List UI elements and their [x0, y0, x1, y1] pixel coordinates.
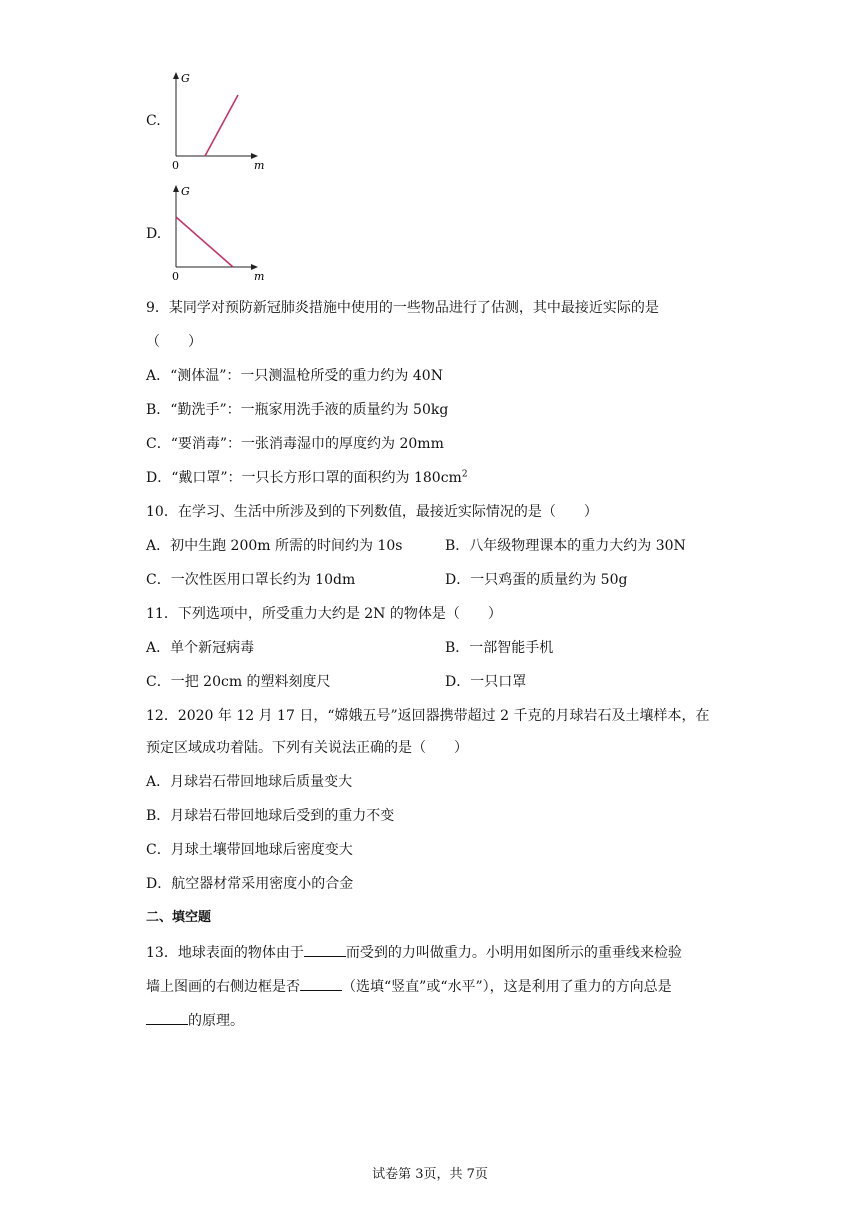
- q13-line2: [146, 976, 672, 997]
- q10-stem: 10．在学习、生活中所涉及到的下列数值，最接近实际情况的是（ ）: [146, 504, 598, 520]
- answer-blank-2[interactable]: [300, 976, 342, 991]
- series-line-c: [205, 95, 238, 156]
- q9-option-d-text: D．“戴口罩”：一只长方形口罩的面积约为 180cm: [146, 470, 462, 486]
- origin-label-c: 0: [172, 159, 179, 172]
- q10-option-b: B．八年级物理课本的重力大约为 30N: [445, 538, 686, 554]
- q9-option-c: C．“要消毒”：一张消毒湿巾的厚度约为 20mm: [146, 436, 444, 452]
- series-line-d: [176, 217, 233, 267]
- q13-line1: [146, 942, 682, 963]
- q13-text-2: 而受到的力叫做重力。小明用如图所示的重垂线来检验: [345, 945, 682, 961]
- q11-stem: 11．下列选项中，所受重力大约是 2N 的物体是（ ）: [146, 606, 502, 622]
- q9-paren: （ ）: [146, 334, 202, 350]
- q11-option-c: C．一把 20cm 的塑料刻度尺: [146, 674, 331, 690]
- answer-blank-3[interactable]: [146, 1010, 188, 1025]
- q13-text-3: 墙上图画的右侧边框是否: [146, 979, 300, 995]
- y-arrow-d: [173, 185, 179, 192]
- q13-line3: [146, 1010, 244, 1031]
- q13-text-1: 13．地球表面的物体由于: [146, 945, 304, 961]
- section-heading: 二、填空题: [146, 910, 212, 925]
- q9-option-d-sup: 2: [461, 469, 468, 480]
- page-footer: 试卷第 3页，共 7页: [372, 1167, 488, 1182]
- q13-text-4: （选填“竖直”或“水平”），这是利用了重力的方向总是: [342, 979, 672, 995]
- option-c-label: C.: [146, 113, 161, 129]
- x-axis-label-d: m: [254, 270, 265, 283]
- y-arrow-c: [173, 72, 179, 79]
- y-axis-label-d: G: [181, 185, 190, 198]
- q10-option-a: A．初中生跑 200m 所需的时间约为 10s: [146, 538, 403, 554]
- answer-blank-1[interactable]: [304, 942, 346, 957]
- q11-option-b: B．一部智能手机: [445, 640, 554, 656]
- q9-option-d: [146, 468, 468, 488]
- q12-option-d: D．航空器材常采用密度小的合金: [146, 876, 354, 892]
- q12-option-c: C．月球土壤带回地球后密度变大: [146, 842, 353, 858]
- q9-stem: 9．某同学对预防新冠肺炎措施中使用的一些物品进行了估测，其中最接近实际的是: [146, 300, 659, 316]
- q9-option-a: A．“测体温”：一只测温枪所受的重力约为 40N: [146, 368, 443, 384]
- q10-option-c: C．一次性医用口罩长约为 10dm: [146, 572, 356, 588]
- q12-stem-line2: 预定区域成功着陆。下列有关说法正确的是（ ）: [146, 740, 468, 756]
- q9-option-b: B．“勤洗手”：一瓶家用洗手液的质量约为 50kg: [146, 402, 449, 418]
- option-d-label: D.: [146, 226, 162, 242]
- q10-option-d: D．一只鸡蛋的质量约为 50g: [445, 572, 628, 588]
- q12-stem-line1: 12．2020 年 12 月 17 日，“嫦娥五号”返回器携带超过 2 千克的月球岩石及土壤样本，在: [146, 708, 710, 724]
- y-axis-label-c: G: [181, 72, 190, 85]
- graph-d: [168, 183, 268, 285]
- q11-option-d: D．一只口罩: [445, 674, 527, 690]
- origin-label-d: 0: [172, 270, 179, 283]
- q13-text-5: 的原理。: [188, 1013, 244, 1029]
- x-axis-label-c: m: [254, 159, 265, 172]
- q11-option-a: A．单个新冠病毒: [146, 640, 255, 656]
- graph-c: [168, 70, 268, 172]
- q12-option-b: B．月球岩石带回地球后受到的重力不变: [146, 808, 395, 824]
- q12-option-a: A．月球岩石带回地球后质量变大: [146, 774, 353, 790]
